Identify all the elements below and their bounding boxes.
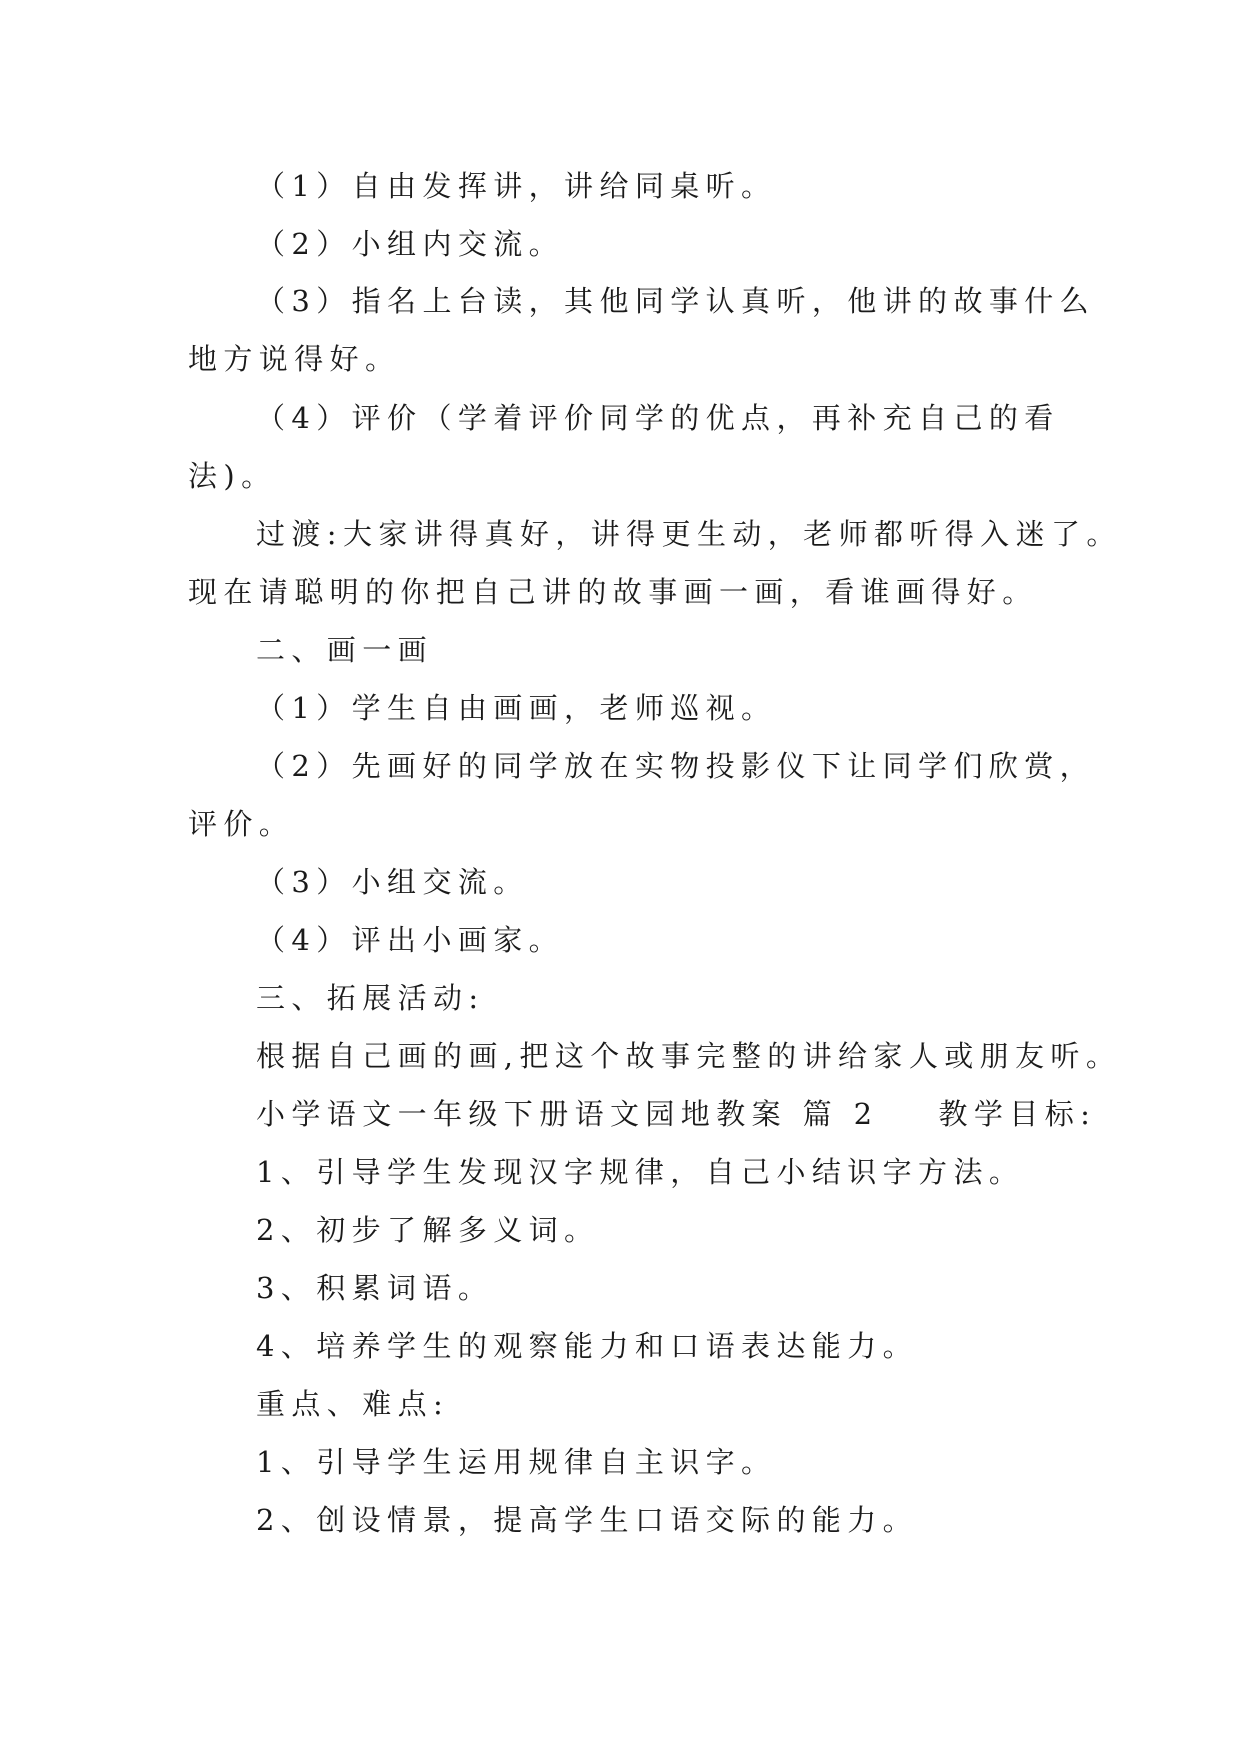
paragraph-line: （4）评价（学着评价同学的优点，再补充自己的看 <box>256 401 1060 435</box>
lesson-title-line <box>256 1094 1096 1134</box>
paragraph-line: 过渡:大家讲得真好，讲得更生动，老师都听得入迷了。 <box>256 517 1122 551</box>
section-heading: 二、画一画 <box>256 633 434 667</box>
objectives-label: 教学目标: <box>938 1097 1097 1131</box>
paragraph-line: （2）小组内交流。 <box>256 227 565 261</box>
paragraph-line: 地方说得好。 <box>188 342 401 376</box>
paragraph-line: 评价。 <box>188 807 295 841</box>
paragraph-line: （3）小组交流。 <box>256 865 529 899</box>
paragraph-line: 现在请聪明的你把自己讲的故事画一画，看谁画得好。 <box>188 575 1038 609</box>
list-item: 3、积累词语。 <box>256 1271 494 1305</box>
section-heading: 三、拓展活动: <box>256 981 485 1015</box>
section-heading: 重点、难点: <box>256 1387 450 1421</box>
paragraph-line: 根据自己画的画,把这个故事完整的讲给家人或朋友听。 <box>256 1039 1122 1073</box>
paragraph-line: 法)。 <box>188 459 277 493</box>
paragraph-line: （3）指名上台读，其他同学认真听，他讲的故事什么 <box>256 284 1096 318</box>
paragraph-line: （1）学生自由画画，老师巡视。 <box>256 691 777 725</box>
list-item: 2、初步了解多义词。 <box>256 1213 600 1247</box>
list-item: 1、引导学生发现汉字规律，自己小结识字方法。 <box>256 1155 1025 1189</box>
paragraph-line: （2）先画好的同学放在实物投影仪下让同学们欣赏， <box>256 749 1096 783</box>
paragraph-line: （4）评出小画家。 <box>256 923 565 957</box>
list-item: 2、创设情景，提高学生口语交际的能力。 <box>256 1503 919 1537</box>
list-item: 1、引导学生运用规律自主识字。 <box>256 1445 777 1479</box>
paragraph-line: （1）自由发挥讲，讲给同桌听。 <box>256 169 777 203</box>
lesson-title: 小学语文一年级下册语文园地教案 篇 2 <box>256 1097 879 1131</box>
list-item: 4、培养学生的观察能力和口语表达能力。 <box>256 1329 919 1363</box>
